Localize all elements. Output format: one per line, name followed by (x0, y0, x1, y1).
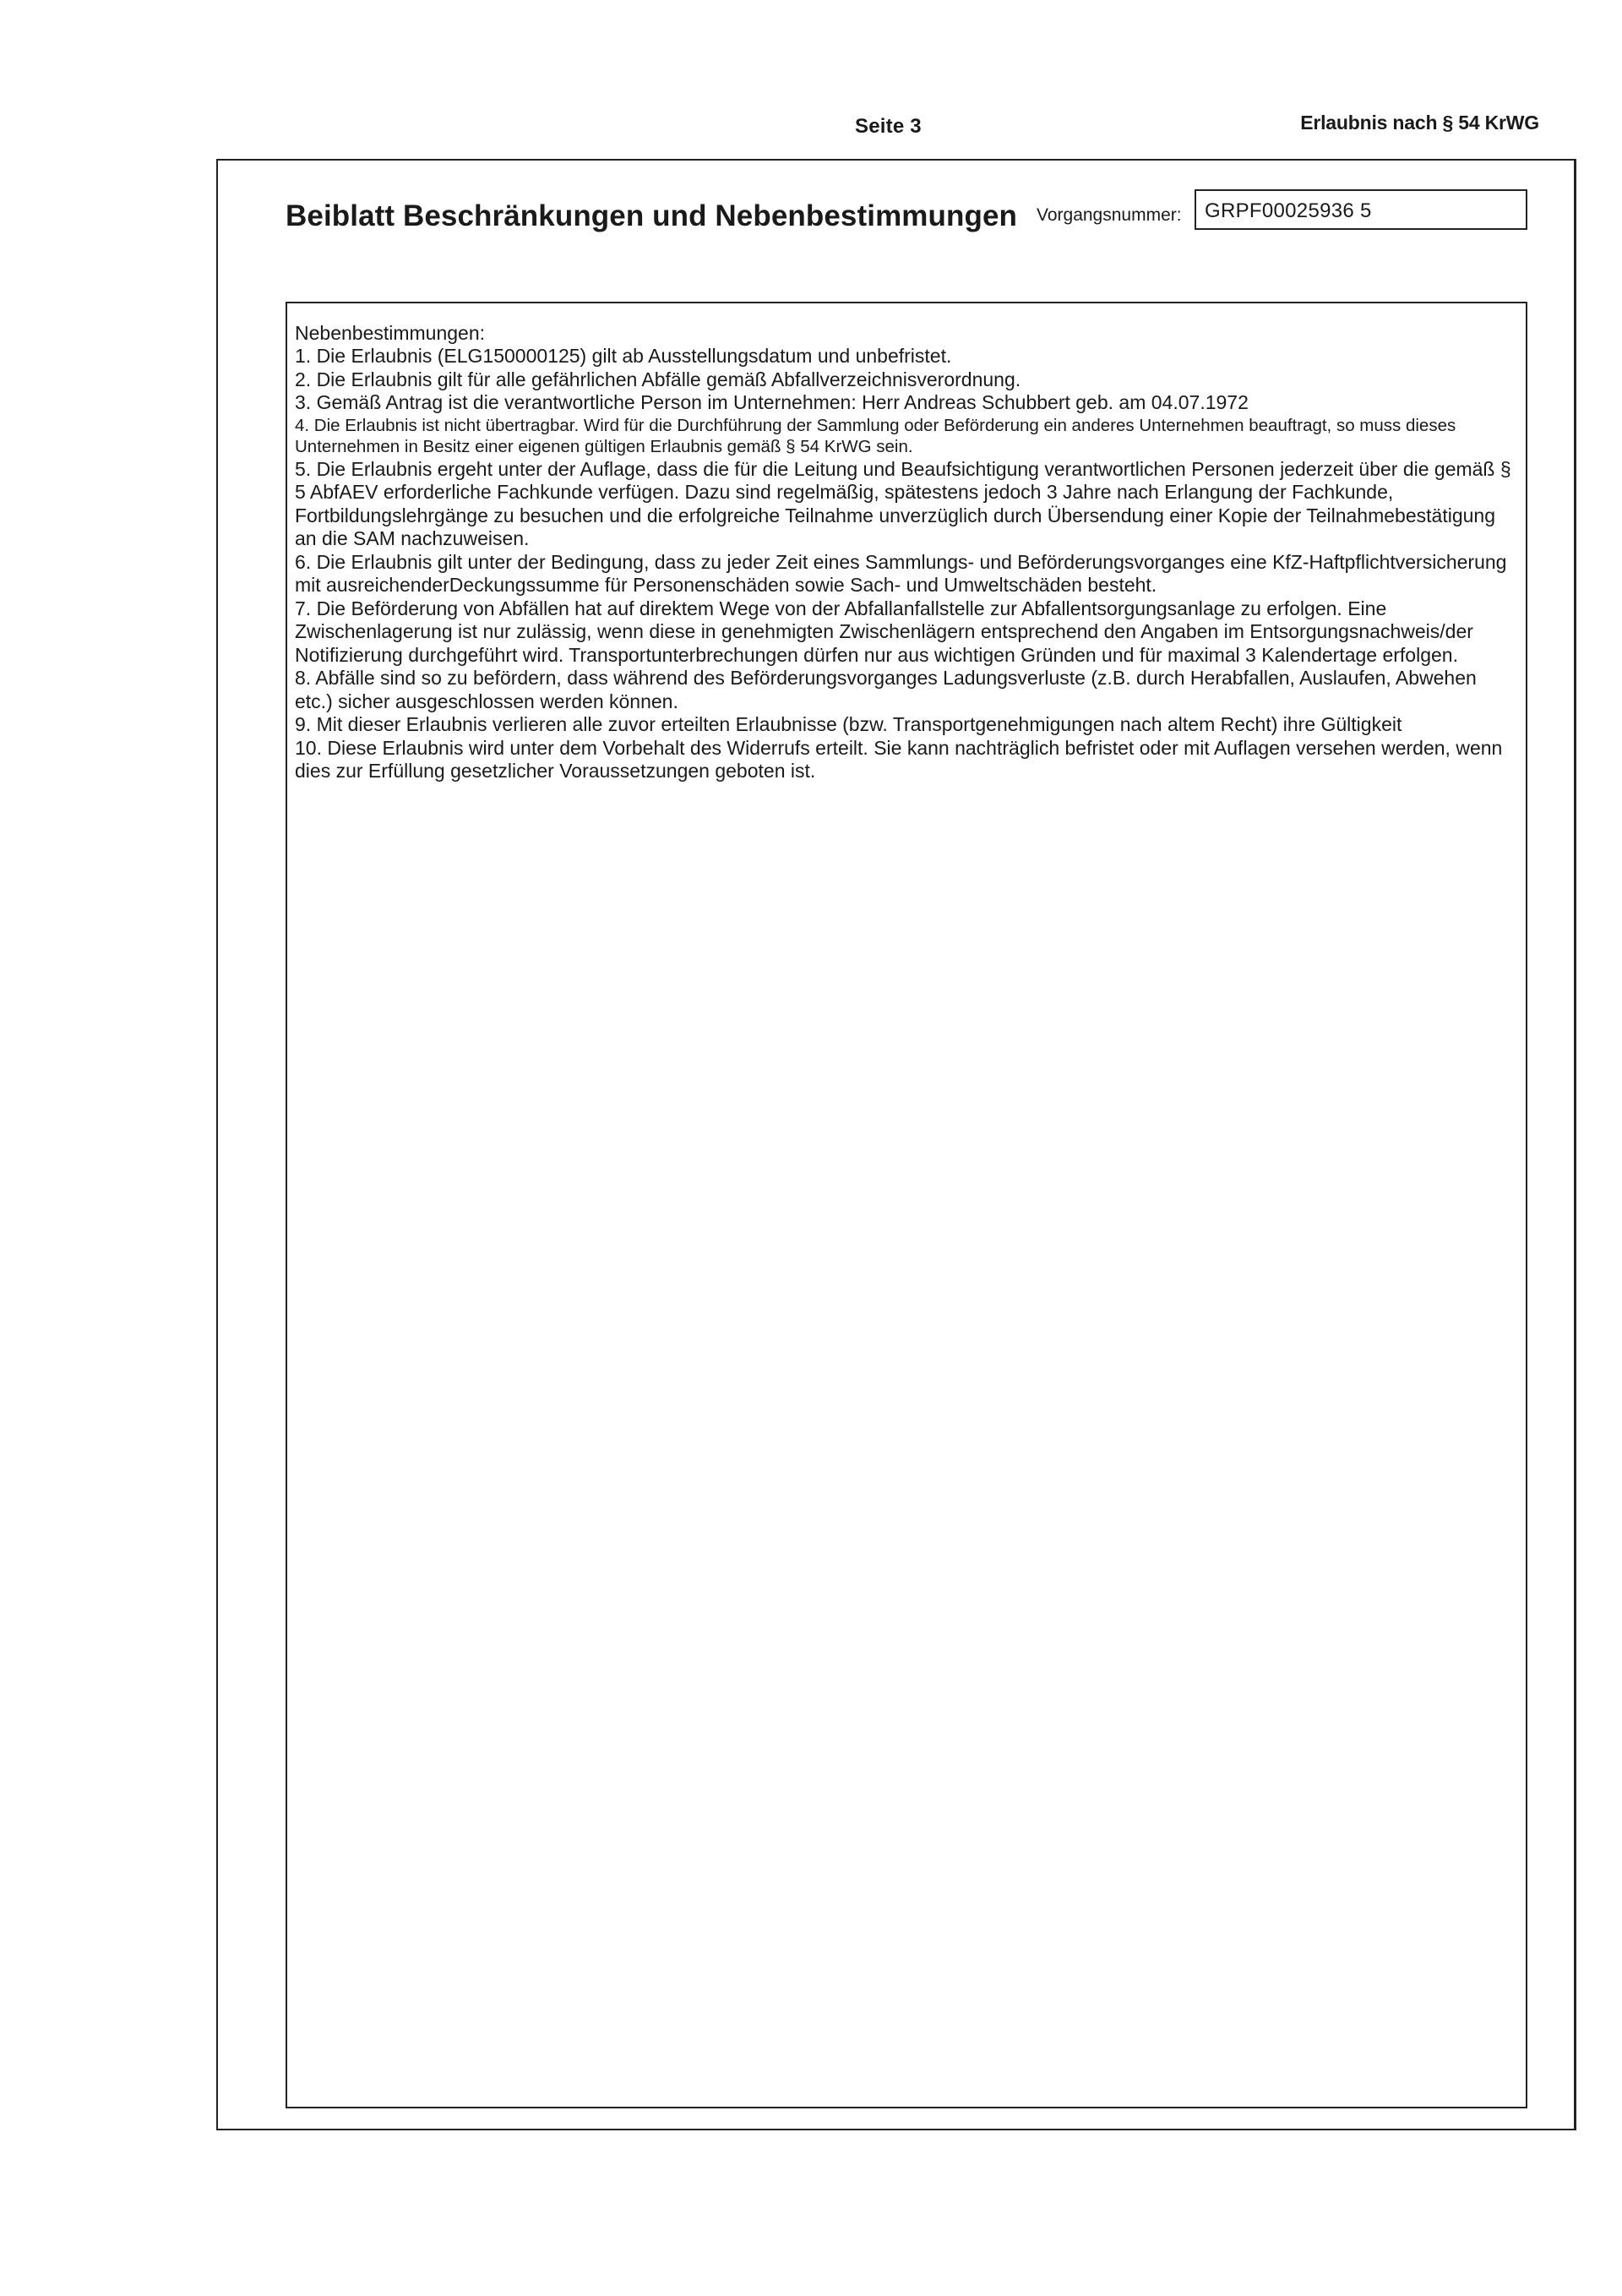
term-1: 1. Die Erlaubnis (ELG150000125) gilt ab Ausstellungsdatum und unbefristet. (295, 345, 952, 367)
page-title: Beiblatt Beschränkungen und Nebenbestimmungen (286, 199, 1017, 232)
document-type-header: Erlaubnis nach § 54 KrWG (1300, 112, 1539, 134)
term-6: 6. Die Erlaubnis gilt unter der Bedingung, dass zu jeder Zeit eines Sammlungs- und Beförderungsvorganges eine KfZ-Haftpflichtversicherung mit ausreichenderDeckungssumme für Personenschäden sowie Sach- und Umweltschäden besteht. (295, 550, 1507, 596)
term-4: 4. Die Erlaubnis ist nicht übertragbar. Wird für die Durchführung der Sammlung oder Beförderung ein anderes Unternehmen beauftragt, so muss dieses Unternehmen in Besitz einer eigenen gültigen Erlaubnis gemäß § 54 KrWG sein. (295, 415, 1456, 456)
terms-list (295, 345, 1516, 783)
term-2: 2. Die Erlaubnis gilt für alle gefährlichen Abfälle gemäß Abfallverzeichnisverordnung. (295, 368, 1021, 390)
term-5: 5. Die Erlaubnis ergeht unter der Auflage, dass die für die Leitung und Beaufsichtigung verantwortlichen Personen jederzeit über die gemäß § 5 AbfAEV erforderliche Fachkunde verfügen. Dazu sind regelmäßig, spätestens jedoch 3 Jahre nach Erlangung der Fachkunde, Fortbildungslehrgänge zu besuchen und die erfolgreiche Teilnahme unverzüglich durch Übersendung einer Kopie der Teilnahmebestätigung an die SAM nachzuweisen. (295, 457, 1511, 549)
conditions-box (286, 302, 1527, 2108)
term-7: 7. Die Beförderung von Abfällen hat auf direktem Wege von der Abfallanfallstelle zur Abfallentsorgungsanlage zu erfolgen. Eine Zwischenlagerung ist nur zulässig, wenn diese in genehmigten Zwischenlägern entsprechend den Angaben im Entsorgungsnachweis/der Notifizierung durchgeführt wird. Transportunterbrechungen dürfen nur aus wichtigen Gründen und für maximal 3 Kalendertage erfolgen. (295, 597, 1473, 666)
reference-number-field: GRPF00025936 5 (1195, 189, 1527, 230)
reference-label: Vorgangsnummer: (1037, 205, 1182, 225)
term-9: 9. Mit dieser Erlaubnis verlieren alle zuvor erteilten Erlaubnisse (bzw. Transportgenehmigungen nach altem Recht) ihre Gültigkeit (295, 713, 1402, 735)
page-number: Seite 3 (855, 115, 922, 138)
term-8: 8. Abfälle sind so zu befördern, dass während des Beförderungsvorganges Ladungsverluste (z.B. durch Herabfallen, Auslaufen, Abwehen etc.) sicher ausgeschlossen werden können. (295, 667, 1477, 712)
section-heading: Nebenbestimmungen: (295, 322, 486, 344)
term-3: 3. Gemäß Antrag ist die verantwortliche Person im Unternehmen: Herr Andreas Schubbert geb. am 04.07.1972 (295, 391, 1249, 413)
term-10: 10. Diese Erlaubnis wird unter dem Vorbehalt des Widerrufs erteilt. Sie kann nachträglich befristet oder mit Auflagen versehen werden, wenn dies zur Erfüllung gesetzlicher Voraussetzungen geboten ist. (295, 736, 1503, 782)
